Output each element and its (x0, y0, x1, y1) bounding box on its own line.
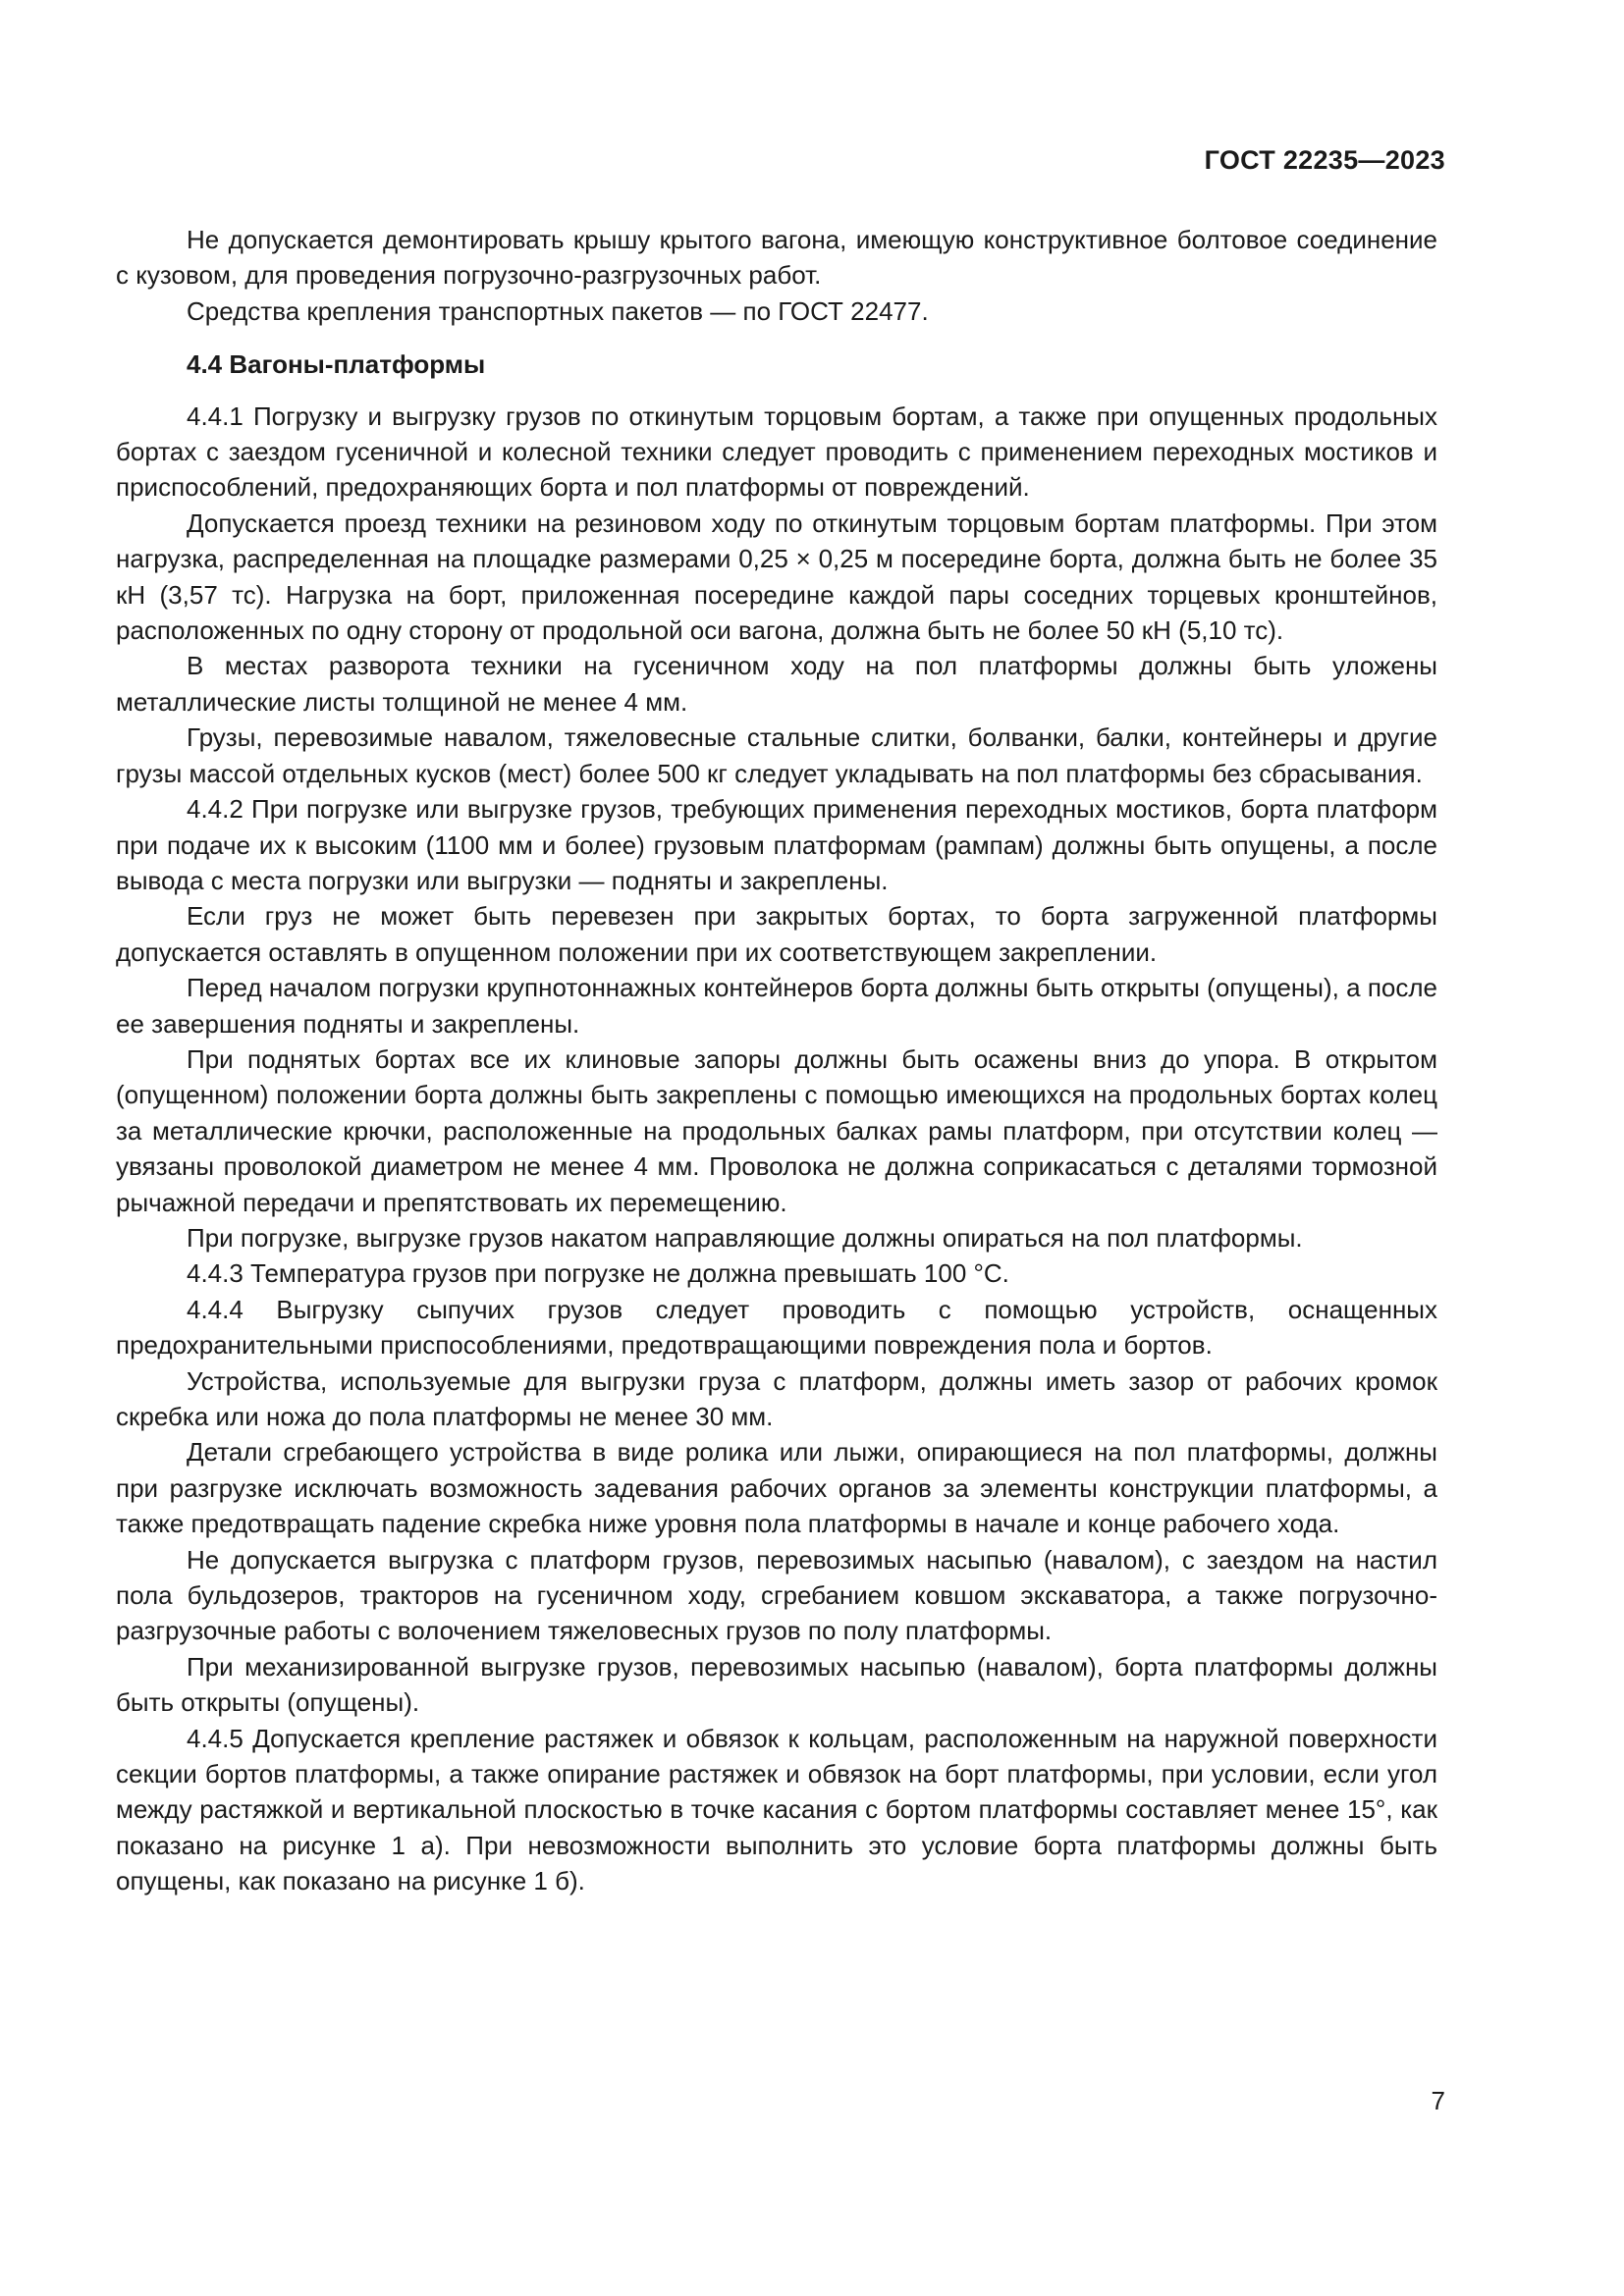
paragraph: 4.4.1 Погрузку и выгрузку грузов по откинутым торцовым бортам, а также при опущенных продольных бортах с заездом гусеничной и колесной техники следует проводить с применением переходных мостиков и приспособлений, предохраняющих борта и пол платформы от повреждений. (116, 400, 1437, 503)
paragraph: При механизированной выгрузке грузов, перевозимых насыпью (навалом), борта платформы должны быть открыты (опущены). (116, 1651, 1437, 1718)
paragraph: Перед началом погрузки крупнотоннажных контейнеров борта должны быть открыты (опущены), а после ее завершения подняты и закреплены. (116, 973, 1437, 1039)
paragraph: Не допускается выгрузка с платформ грузов, перевозимых насыпью (навалом), с заездом на настил пола бульдозеров, тракторов на гусеничном ходу, сгребанием ковшом экскаватора, а также погрузочно-разгрузочные работы с волочением тяжеловесных грузов по полу платформы. (116, 1544, 1437, 1646)
paragraph: Если груз не может быть перевезен при закрытых бортах, то борта загруженной платформы допускается оставлять в опущенном положении при их соответствующем закреплении. (116, 901, 1437, 967)
paragraph: 4.4.2 При погрузке или выгрузке грузов, требующих применения переходных мостиков, борта платформ при подаче их к высоким (1100 мм и более) грузовым платформам (рампам) должны быть опущены, а после вывода с места погрузки или выгрузки — подняты и закреплены. (116, 794, 1437, 895)
paragraph: Устройства, используемые для выгрузки груза с платформ, должны иметь зазор от рабочих кромок скребка или ножа до пола платформы не менее 30 мм. (116, 1365, 1437, 1431)
document-code: ГОСТ 22235—2023 (1204, 145, 1445, 175)
paragraph: В местах разворота техники на гусеничном ходу на пол платформы должны быть уложены металлические листы толщиной не менее 4 мм. (116, 651, 1437, 717)
paragraph: Средства крепления транспортных пакетов — по ГОСТ 22477. (187, 295, 929, 326)
paragraph: Грузы, перевозимые навалом, тяжеловесные стальные слитки, болванки, балки, контейнеры и другие грузы массой отдельных кусков (мест) более 500 кг следует укладывать на пол платформы без сбрасывания. (116, 722, 1437, 788)
page-number: 7 (1431, 2086, 1445, 2115)
paragraph: Допускается проезд техники на резиновом ходу по откинутым торцовым бортам платформы. При этом нагрузка, распределенная на площадке размерами 0,25 × 0,25 м посередине борта, должна быть не более 35 кН (3,57 тс). Нагрузка на борт, приложенная посередине каждой пары соседних торцевых кронштейнов, расположенных по одну сторону от продольной оси вагона, должна быть не более 50 кН (5,10 тс). (116, 507, 1437, 646)
paragraph: Не допускается демонтировать крышу крытого вагона, имеющую конструктивное болтовое соединение с кузовом, для проведения погрузочно-разгрузочных работ. (116, 225, 1437, 291)
paragraph: 4.4.3 Температура грузов при погрузке не должна превышать 100 °С. (187, 1258, 1009, 1289)
paragraph: 4.4.5 Допускается крепление растяжек и обвязок к кольцам, расположенным на наружной поверхности секции бортов платформы, а также опирание растяжек и обвязок на борт платформы, при условии, если угол между растяжкой и вертикальной плоскостью в точке касания с бортом платформы составляет менее 15°, как показано на рисунке 1 а). При невозможности выполнить это условие борта платформы должны быть опущены, как показано на рисунке 1 б). (116, 1723, 1437, 1896)
section-heading: 4.4 Вагоны-платформы (187, 349, 486, 380)
paragraph: При погрузке, выгрузке грузов накатом направляющие должны опираться на пол платформы. (187, 1222, 1303, 1253)
paragraph: Детали сгребающего устройства в виде ролика или лыжи, опирающиеся на пол платформы, должны при разгрузке исключать возможность задевания рабочих органов за элементы конструкции платформы, а также предотвращать падение скребка ниже уровня пола платформы в начале и конце рабочего хода. (116, 1437, 1437, 1539)
paragraph: 4.4.4 Выгрузку сыпучих грузов следует проводить с помощью устройств, оснащенных предохранительными приспособлениями, предотвращающими повреждения пола и бортов. (116, 1294, 1437, 1361)
page-content (116, 222, 1437, 1899)
paragraph: При поднятых бортах все их клиновые запоры должны быть осажены вниз до упора. В открытом (опущенном) положении борта должны быть закреплены с помощью имеющихся на продольных бортах колец за металлические крючки, расположенные на продольных балках рамы платформ, при отсутствии колец — увязаны проволокой диаметром не менее 4 мм. Проволока не должна соприкасаться с деталями тормозной рычажной передачи и препятствовать их перемещению. (116, 1043, 1437, 1217)
